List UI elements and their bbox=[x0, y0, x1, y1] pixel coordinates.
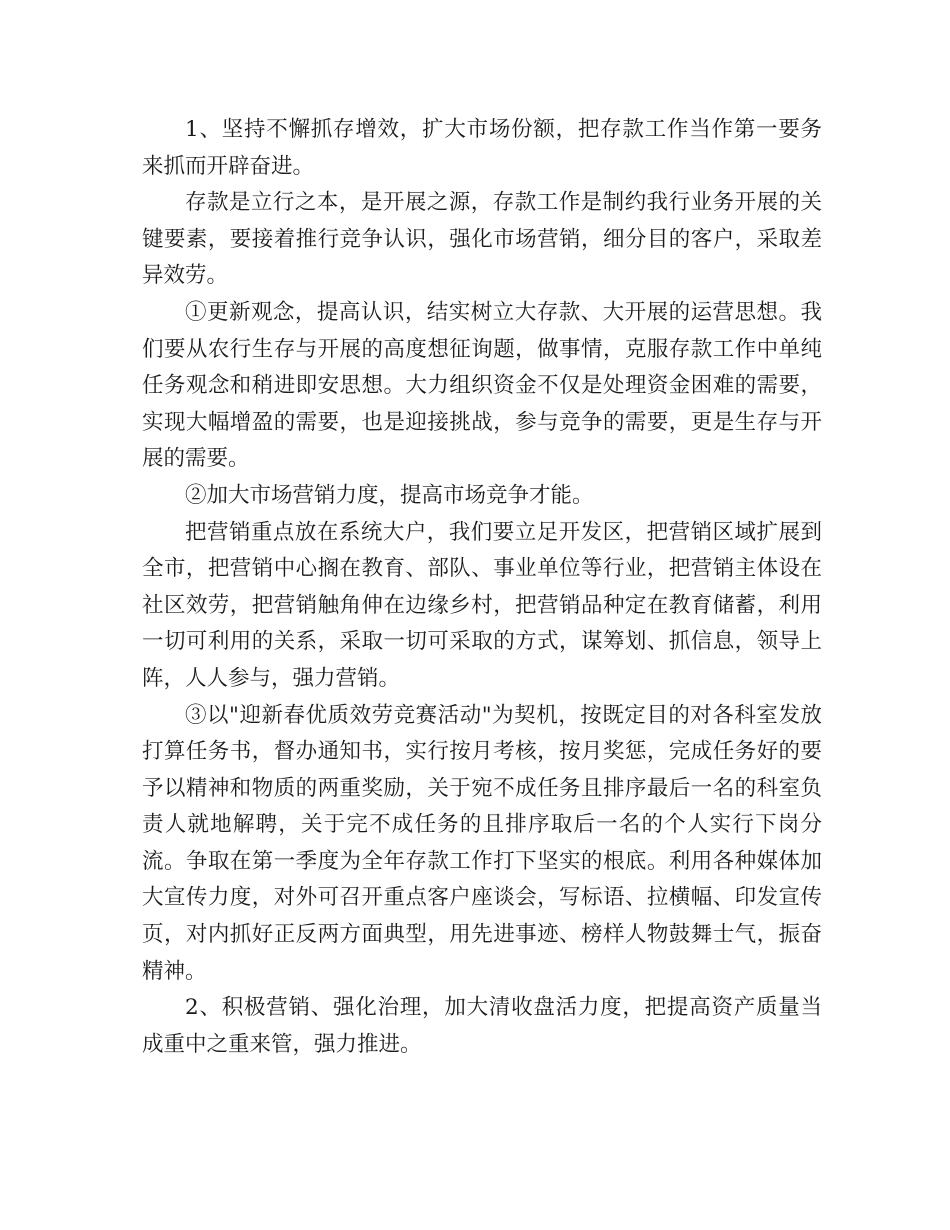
paragraph-asset-quality: 2、积极营销、强化治理，加大清收盘活力度，把提高资产质量当成重中之重来管，强力推进。 bbox=[142, 995, 822, 1057]
paragraph-update-concepts: ①更新观念，提高认识，结实树立大存款、大开展的运营思想。我们要从农行生存与开展的高度想征询题，做事情，克服存款工作中单纯任务观念和稍进即安思想。大力组织资金不仅是处理资金困难的需要，实现大幅增盈的需要，也是迎接挑战，参与竞争的需要，更是生存与开展的需要。 bbox=[142, 299, 822, 472]
paragraph-deposit-importance: 存款是立行之本，是开展之源，存款工作是制约我行业务开展的关键要素，要接着推行竞争认识，强化市场营销，细分目的客户，采取差异效劳。 bbox=[142, 190, 822, 289]
paragraph-competition-activity: ③以"迎新春优质效劳竞赛活动"为契机，按既定目的对各科室发放打算任务书，督办通知书，实行按月考核，按月奖惩，完成任务好的要予以精神和物质的两重奖励，关于宛不成任务且排序最后一名的科室负责人就地解聘，关于完不成任务的且排序取后一名的个人实行下岗分流。争取在第一季度为全年存款工作打下坚实的根底。利用各种媒体加大宣传力度，对外可召开重点客户座谈会，写标语、拉横幅、印发宣传页，对内抓好正反两方面典型，用先进事迹、榜样人物鼓舞士气，振奋精神。 bbox=[142, 702, 822, 984]
document-page bbox=[142, 112, 822, 1063]
paragraph-marketing-focus: 把营销重点放在系统大户，我们要立足开发区，把营销区域扩展到全市，把营销中心搁在教育、部队、事业单位等行业，把营销主体设在社区效劳，把营销触角伸在边缘乡村，把营销品种定在教育储蓄，利用一切可利用的关系，采取一切可采取的方式，谋筹划、抓信息，领导上阵，人人参与，强力营销。 bbox=[142, 519, 822, 691]
paragraph-deposit-priority: 1、坚持不懈抓存增效，扩大市场份额，把存款工作当作第一要务来抓而开辟奋进。 bbox=[142, 117, 822, 179]
paragraph-marketing-strength: ②加大市场营销力度，提高市场竞争才能。 bbox=[185, 482, 594, 508]
